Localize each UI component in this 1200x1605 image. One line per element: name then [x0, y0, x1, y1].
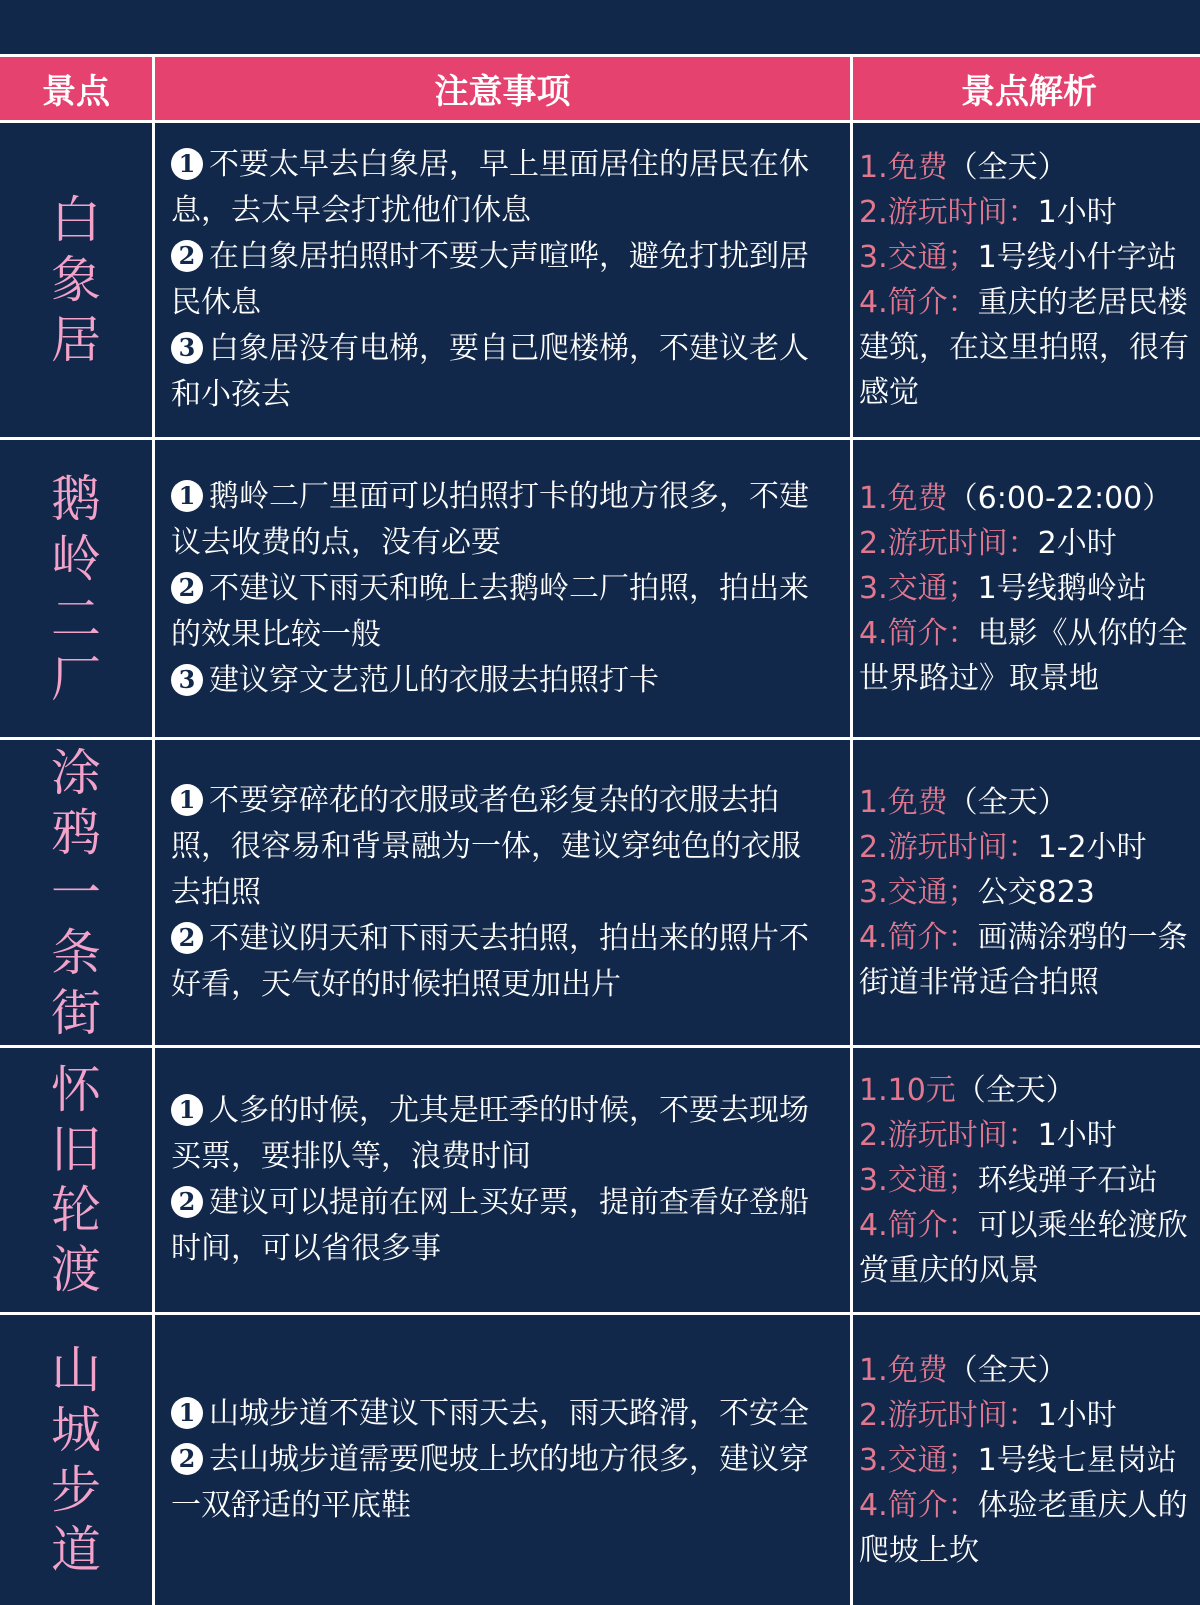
- note-text: 人多的时候，尤其是旺季的时候，不要去现场买票，要排队等，浪费时间: [171, 1093, 809, 1174]
- circled-number-icon: 2: [171, 240, 203, 272]
- name-char: 岭: [51, 529, 101, 588]
- info-label: 3.交通；: [859, 1442, 978, 1478]
- circled-number-icon: 1: [171, 1094, 203, 1126]
- note-item: [171, 916, 830, 1008]
- notes-cell: [155, 740, 850, 1045]
- info-value: 画满涂鸦的一条街道非常适合拍照: [859, 920, 1188, 1000]
- note-item: [171, 566, 830, 658]
- note-item: [171, 1437, 830, 1529]
- info-value: 1小时: [1037, 1397, 1117, 1433]
- attraction-name: [0, 740, 152, 1045]
- info-value: 1号线鹅岭站: [977, 571, 1147, 606]
- info-value: 1小时: [1037, 1117, 1117, 1153]
- attraction-name: [0, 1315, 152, 1605]
- note-text: 建议可以提前在网上买好票，提前查看好登船时间，可以省很多事: [171, 1185, 809, 1266]
- note-item: [171, 1088, 830, 1180]
- info-value: 电影《从你的全世界路过》取景地: [859, 616, 1188, 696]
- info-label: 4.简介：: [859, 616, 978, 651]
- info-label: 3.交通；: [859, 875, 978, 910]
- circled-number-icon: 2: [171, 1443, 203, 1475]
- analysis-cell: [853, 1048, 1200, 1312]
- name-char: 鹅: [51, 469, 101, 528]
- note-item: [171, 778, 830, 916]
- name-char: 涂: [51, 743, 101, 802]
- info-line: [859, 190, 1117, 235]
- analysis-cell: [853, 740, 1200, 1045]
- notes-cell: [155, 123, 850, 437]
- name-char: 象: [51, 251, 101, 309]
- note-text: 去山城步道需要爬坡上坎的地方很多，建议穿一双舒适的平底鞋: [171, 1442, 809, 1523]
- info-value: （6:00-22:00）: [947, 481, 1173, 516]
- note-text: 山城步道不建议下雨天去，雨天路滑，不安全: [209, 1396, 809, 1431]
- info-line: [859, 1393, 1117, 1438]
- info-label: 2.游玩时间：: [859, 830, 1038, 865]
- info-label: 1.免费: [859, 150, 948, 185]
- info-label: 4.简介：: [859, 1487, 978, 1523]
- note-text: 建议穿文艺范儿的衣服去拍照打卡: [209, 662, 659, 698]
- info-label: 2.游玩时间：: [859, 1397, 1038, 1433]
- attractions-table: [0, 54, 1200, 1605]
- info-value: 1号线小什字站: [977, 240, 1177, 275]
- analysis-cell: [853, 1315, 1200, 1605]
- info-value: 2小时: [1037, 526, 1117, 561]
- name-char: 居: [51, 311, 101, 369]
- circled-number-icon: 3: [171, 332, 203, 364]
- note-item: [171, 142, 830, 234]
- note-text: 不建议阴天和下雨天去拍照，拍出来的照片不好看，天气好的时候拍照更加出片: [171, 920, 809, 1002]
- info-value: 1号线七星岗站: [977, 1442, 1177, 1478]
- name-char: 白: [51, 191, 101, 249]
- info-label: 1.免费: [859, 1352, 948, 1388]
- notes-cell: [155, 1048, 850, 1312]
- circled-number-icon: 2: [171, 922, 203, 954]
- info-label: 2.游玩时间：: [859, 195, 1038, 230]
- circled-number-icon: 2: [171, 1186, 203, 1218]
- note-text: 白象居没有电梯，要自己爬楼梯，不建议老人和小孩去: [171, 331, 809, 412]
- info-label: 2.游玩时间：: [859, 1117, 1038, 1153]
- name-char: 街: [51, 983, 101, 1042]
- note-item: [171, 474, 830, 566]
- info-line: [859, 1068, 1076, 1113]
- info-value: 1小时: [1037, 195, 1117, 230]
- name-char: 步: [51, 1461, 101, 1519]
- info-line: [859, 1483, 1200, 1573]
- notes-cell: [155, 440, 850, 737]
- info-label: 4.简介：: [859, 1207, 978, 1243]
- info-value: （全天）: [947, 785, 1068, 820]
- name-char: 二: [51, 589, 101, 648]
- notes-cell: [155, 1315, 850, 1605]
- note-item: [171, 326, 830, 418]
- name-char: 厂: [51, 649, 101, 708]
- name-char: 城: [51, 1401, 101, 1459]
- analysis-cell: [853, 123, 1200, 437]
- info-line: [859, 1438, 1177, 1483]
- info-label: 4.简介：: [859, 285, 978, 320]
- name-char: 轮: [51, 1181, 101, 1239]
- info-line: [859, 566, 1147, 611]
- name-char: 道: [51, 1521, 101, 1579]
- circled-number-icon: 2: [171, 572, 203, 604]
- info-value: 环线弹子石站: [977, 1162, 1158, 1198]
- info-label: 2.游玩时间：: [859, 526, 1038, 561]
- info-value: 重庆的老居民楼建筑，在这里拍照，很有感觉: [859, 285, 1189, 410]
- info-line: [859, 280, 1200, 415]
- header-analysis: 景点解析: [853, 57, 1200, 120]
- info-line: [859, 1203, 1200, 1293]
- info-value: 公交823: [977, 875, 1095, 910]
- info-line: [859, 145, 1068, 190]
- attraction-name: [0, 1048, 152, 1312]
- info-label: 3.交通；: [859, 571, 978, 606]
- info-line: [859, 1348, 1068, 1393]
- name-char: 旧: [51, 1121, 101, 1179]
- name-char: 一: [51, 863, 101, 922]
- circled-number-icon: 1: [171, 148, 203, 180]
- info-label: 1.免费: [859, 785, 948, 820]
- info-label: 4.简介：: [859, 920, 978, 955]
- info-line: [859, 611, 1200, 701]
- circled-number-icon: 1: [171, 784, 203, 816]
- info-value: （全天）: [955, 1072, 1076, 1108]
- note-text: 鹅岭二厂里面可以拍照打卡的地方很多，不建议去收费的点，没有必要: [171, 478, 809, 560]
- info-line: [859, 1158, 1158, 1203]
- info-value: 体验老重庆人的爬坡上坎: [859, 1487, 1188, 1568]
- attraction-name: [0, 440, 152, 737]
- info-line: [859, 476, 1172, 521]
- info-value: （全天）: [947, 1352, 1068, 1388]
- note-item: [171, 1391, 809, 1437]
- note-text: 在白象居拍照时不要大声喧哗，避免打扰到居民休息: [171, 239, 809, 320]
- info-label: 3.交通；: [859, 240, 978, 275]
- header-notes: 注意事项: [155, 57, 850, 120]
- analysis-cell: [853, 440, 1200, 737]
- note-text: 不要穿碎花的衣服或者色彩复杂的衣服去拍照，很容易和背景融为一体，建议穿纯色的衣服去拍照: [171, 782, 801, 910]
- name-char: 山: [51, 1341, 101, 1399]
- info-line: [859, 1113, 1117, 1158]
- info-label: 3.交通；: [859, 1162, 978, 1198]
- circled-number-icon: 1: [171, 480, 203, 512]
- info-line: [859, 825, 1147, 870]
- info-value: （全天）: [947, 150, 1068, 185]
- note-item: [171, 658, 659, 704]
- info-line: [859, 915, 1200, 1005]
- circled-number-icon: 1: [171, 1397, 203, 1429]
- info-value: 可以乘坐轮渡欣赏重庆的风景: [859, 1207, 1188, 1288]
- info-label: 1.10元: [859, 1072, 956, 1108]
- info-line: [859, 521, 1117, 566]
- circled-number-icon: 3: [171, 664, 203, 696]
- info-line: [859, 870, 1095, 915]
- name-char: 怀: [51, 1061, 101, 1119]
- name-char: 鸦: [51, 803, 101, 862]
- name-char: 条: [51, 923, 101, 982]
- info-value: 1-2小时: [1037, 830, 1147, 865]
- note-text: 不建议下雨天和晚上去鹅岭二厂拍照，拍出来的效果比较一般: [171, 570, 809, 652]
- info-label: 1.免费: [859, 481, 948, 516]
- header-attraction: 景点: [0, 57, 152, 120]
- info-line: [859, 235, 1177, 280]
- attraction-name: [0, 123, 152, 437]
- info-line: [859, 780, 1068, 825]
- note-item: [171, 234, 830, 326]
- note-item: [171, 1180, 830, 1272]
- note-text: 不要太早去白象居，早上里面居住的居民在休息，去太早会打扰他们休息: [171, 147, 809, 228]
- name-char: 渡: [51, 1241, 101, 1299]
